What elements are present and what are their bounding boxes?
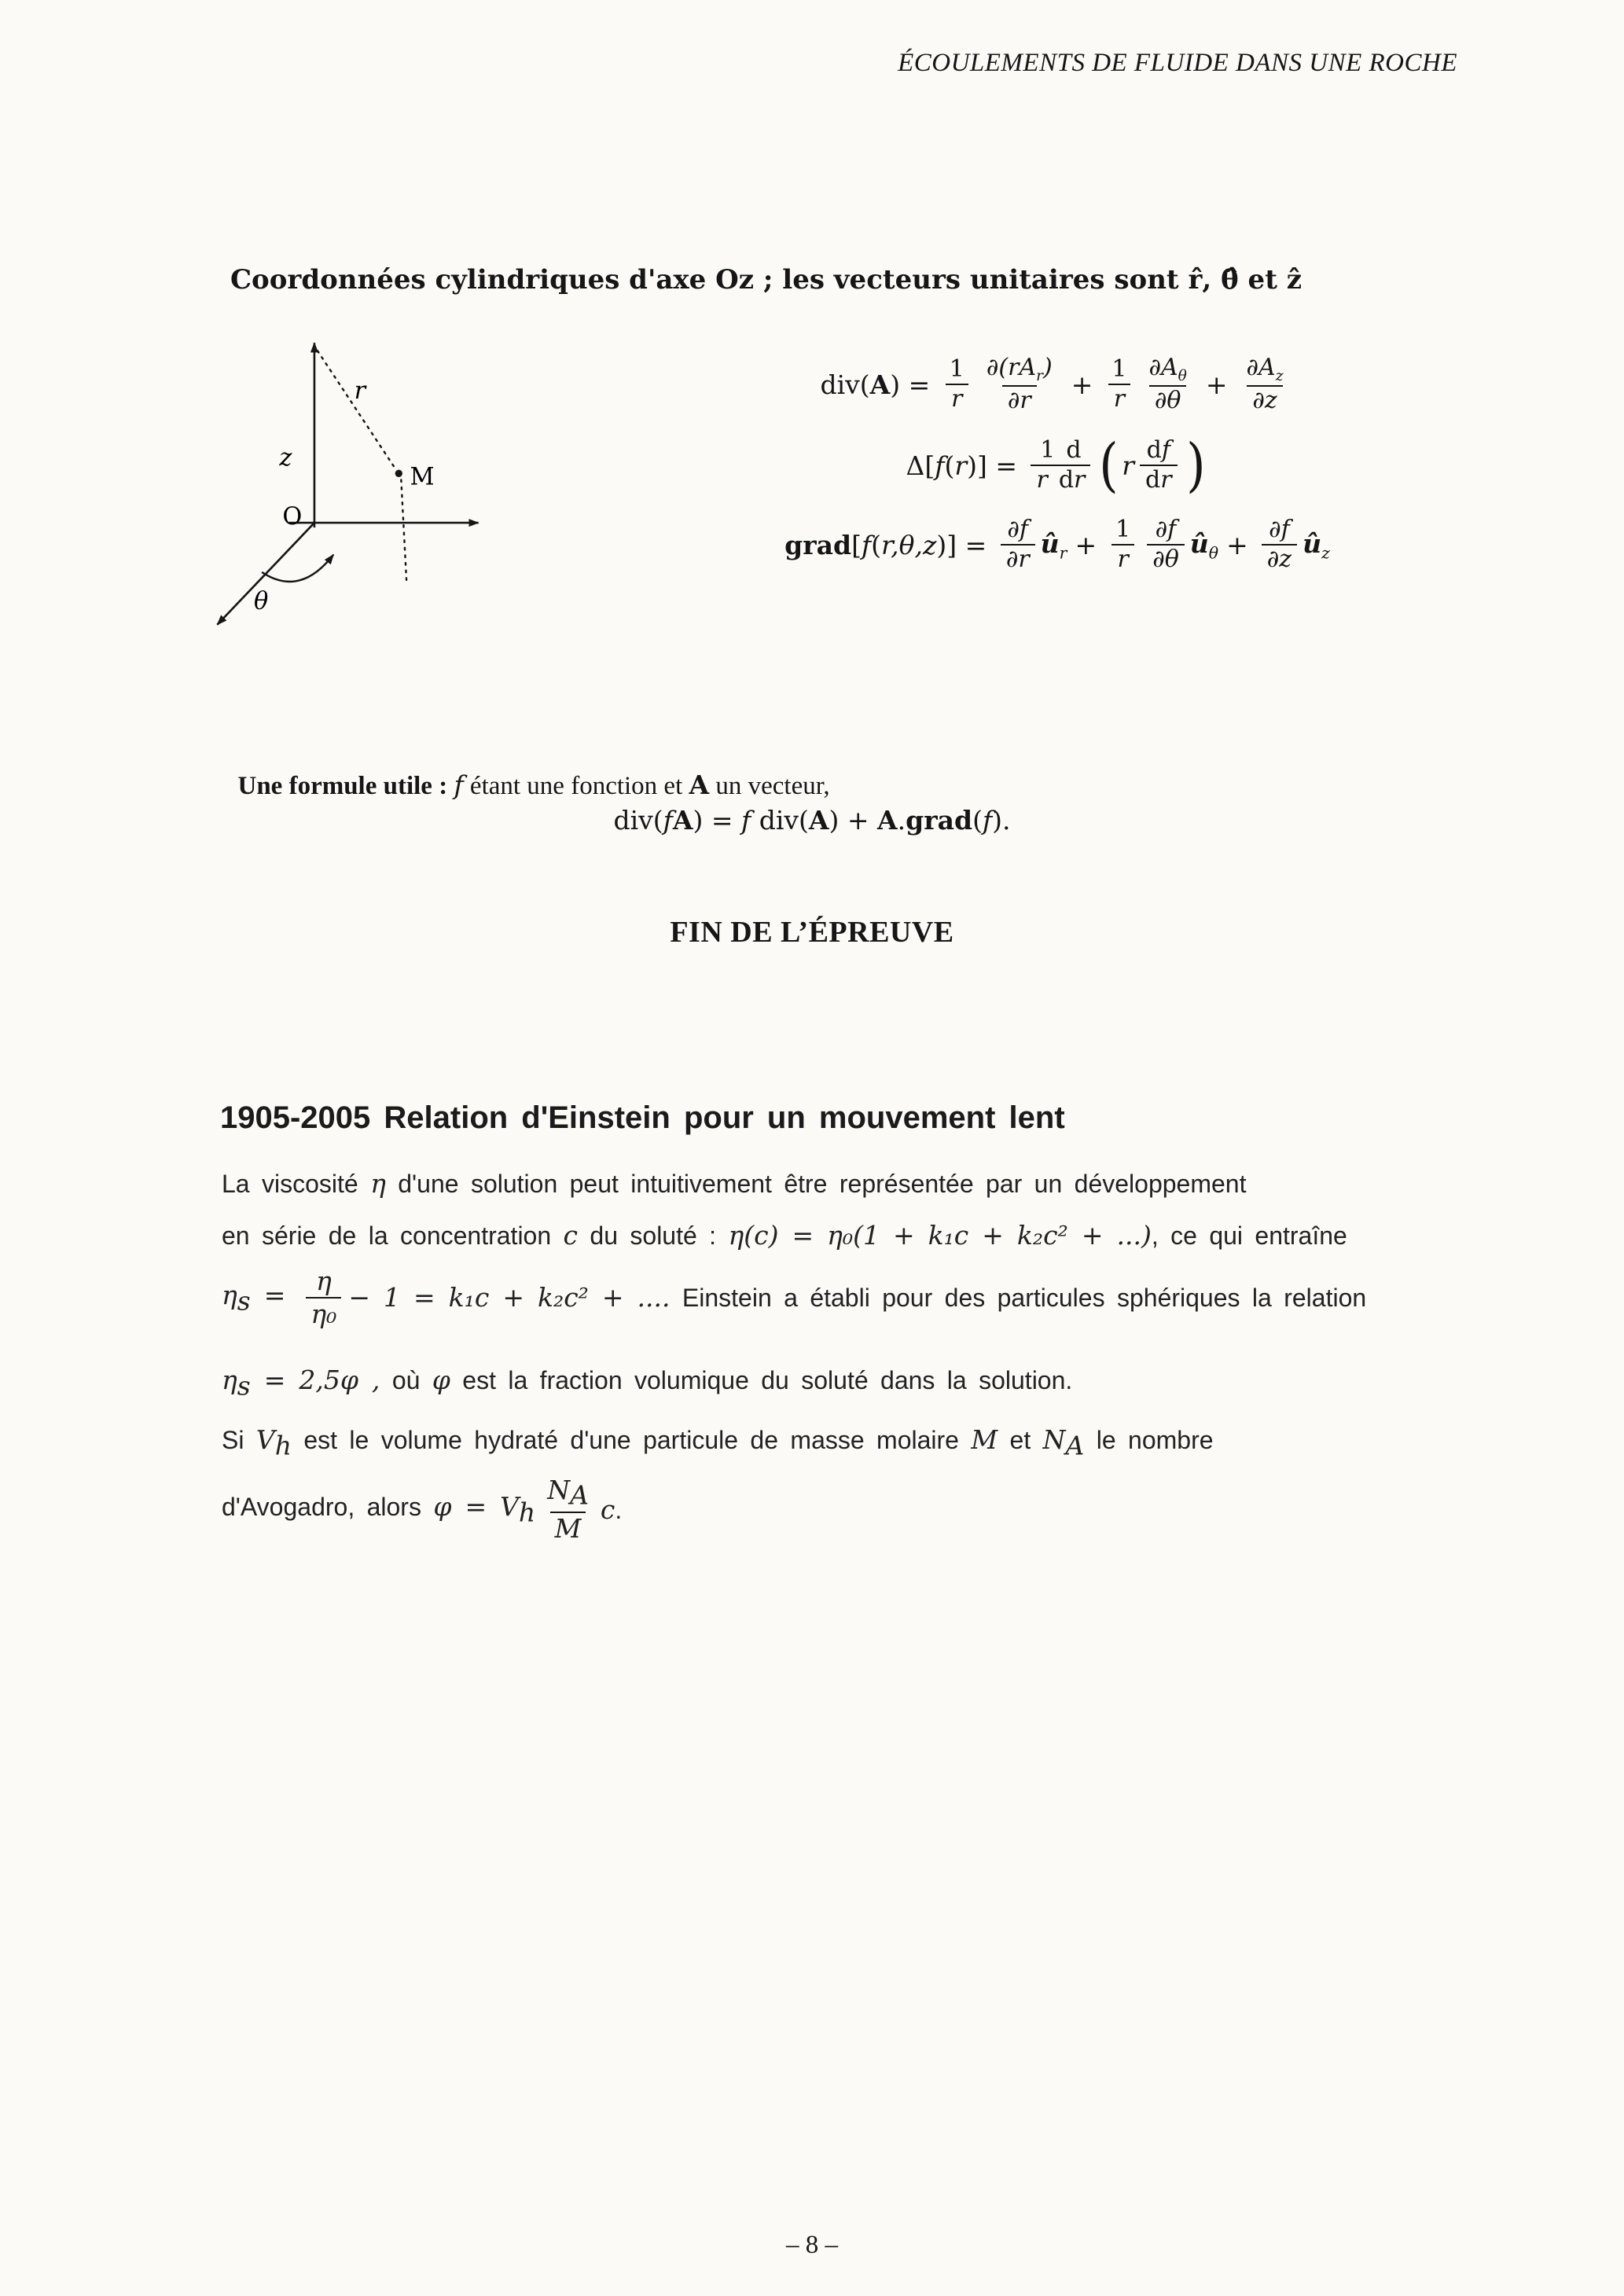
unit-vector-z: $û_z$ (1303, 527, 1330, 563)
fraction: $\frac{\eta}{\text{η₀}}$ (306, 1266, 341, 1330)
equation-gradient: grad [ f ( r,θ,z )] = $\frac{\partial f}{\partial r}$ $û_r$ + $\frac{1}{r}$ $\frac{\partial f}{\partial\theta}$ $û_\theta$ + $\frac{\partial f}{\partial z}$ $û_z$ (784, 515, 1330, 574)
page-number: – 8 – (786, 2231, 838, 2259)
useful-formula-equation: div( f A ) = f div( A ) + A . grad ( f ). (613, 805, 1011, 836)
paragraph-line: $\eta_s = 2,5\varphi$ , où φ est la fraction volumique du soluté dans la solution. (222, 1365, 1073, 1401)
unit-vector-r: $û_r$ (1040, 527, 1067, 563)
fraction: $\frac{df}{dr}$ (1140, 436, 1178, 495)
cylindrical-coordinates-diagram (198, 329, 501, 643)
point-label-m: M (410, 463, 435, 491)
running-header: ÉCOULEMENTS DE FLUIDE DANS UNE ROCHE (898, 49, 1457, 77)
axis-label-r: r (354, 377, 366, 406)
equation-laplacian: Δ[ f ( r )] = $\frac{1 d}{\text{r dr}}$ ( r $\frac{df}{dr}$ ) (906, 431, 1206, 499)
dashed-r-line (318, 351, 396, 470)
fraction: $N_A$ M (547, 1475, 589, 1544)
origin-label-o: O (282, 503, 303, 531)
paragraph-line: Si $V_h$ est le volume hydraté d'une particule de masse molaire M et $N_A$ le nombre (222, 1424, 1214, 1461)
paragraph-line: d'Avogadro, alors $\varphi = V_h$ $N_A$ M c. (222, 1475, 623, 1544)
fraction: $\frac{\partial(rA_r)}{\partial r}$ (986, 354, 1053, 415)
paragraph-line: $\eta_s$ = $\frac{\eta}{\text{η₀}}$ − 1 = k₁c + k₂c² + .... Einstein a établi pour des particules sphériques la relation (222, 1266, 1367, 1329)
fraction: $\frac{\partial A_z}{\partial z}$ (1246, 354, 1284, 415)
equation-divergence: div( A ) = $\frac{1}{r}$ $\frac{\partial(rA_r)}{\partial r}$ + $\frac{1}{r}$ $\frac{\partial A_\theta}{\partial\theta}$ + $\frac{\partial A_z}{\partial z}$ (820, 354, 1294, 416)
angle-label-theta: θ (253, 587, 269, 615)
unit-vector-theta: $û_\theta$ (1189, 527, 1219, 563)
open-paren: ( (1099, 431, 1119, 499)
close-paren: ) (1185, 431, 1206, 499)
coordinates-heading: Coordonnées cylindriques d'axe Oz ; les vecteurs unitaires sont r̂, θ̂ et ẑ (230, 264, 1303, 296)
fraction: $\frac{\partial f}{\partial z}$ (1262, 516, 1297, 575)
point-m-marker (395, 470, 402, 477)
paragraph-line: La viscosité η d'une solution peut intuitivement être représentée par un développement (222, 1168, 1247, 1199)
dashed-projection-line (401, 479, 406, 585)
fraction: $\frac{1}{r}$ (944, 355, 970, 414)
eta-s-term: $\eta_s$ = (222, 1279, 299, 1317)
einstein-section-heading: 1905-2005 Relation d'Einstein pour un mouvement lent (220, 1100, 1065, 1135)
fraction: $\frac{\partial f}{\partial r}$ (1001, 516, 1035, 575)
paragraph-line: en série de la concentration c du soluté : η(c) = η₀(1 + k₁c + k₂c² + ...), ce qui entraîne (222, 1220, 1347, 1251)
fraction: $\frac{1}{r}$ (1106, 355, 1132, 414)
formulas-block (774, 354, 1340, 575)
fraction: $\frac{1 d}{\text{r dr}}$ (1031, 436, 1090, 495)
fraction: $\frac{\partial f}{\partial\theta}$ (1147, 516, 1185, 575)
fraction: $\frac{1}{r}$ (1110, 516, 1136, 575)
fraction: $\frac{\partial A_\theta}{\partial\theta}$ (1148, 354, 1187, 415)
useful-formula-intro: Une formule utile : f étant une fonction et A un vecteur, (237, 770, 830, 800)
end-of-exam-heading: FIN DE L’ÉPREUVE (670, 916, 954, 949)
axis-label-z: z (279, 444, 292, 472)
